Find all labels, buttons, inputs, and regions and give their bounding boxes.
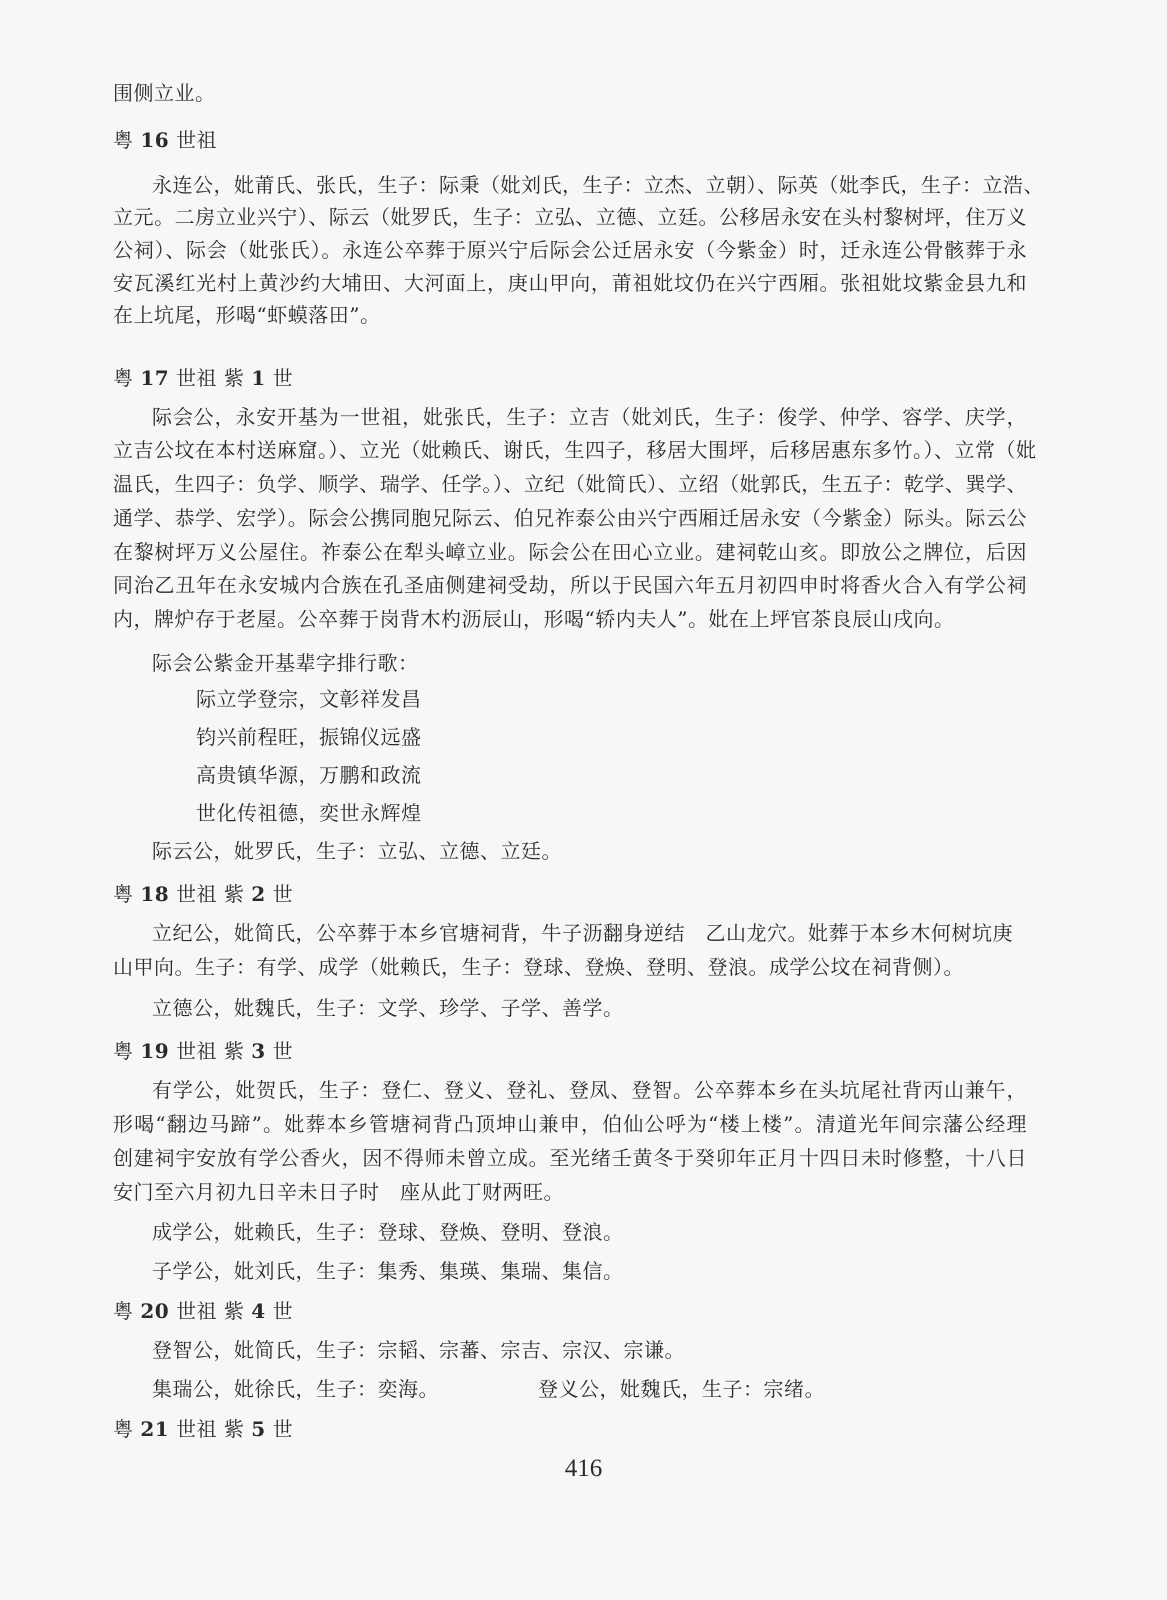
verse-line: 钧兴前程旺，振锦仪远盛: [196, 725, 422, 749]
text-line: 同治乙丑年在永安城内合族在孔圣庙侧建祠受劫，所以于民国六年五月初四申时将香火合入有学公祠: [113, 573, 1027, 597]
text-line: 永连公，妣莆氏、张氏，生子：际秉（妣刘氏，生子：立杰、立朝）、际英（妣李氏，生子：立浩、: [152, 173, 1044, 197]
text-line: 际会公，永安开基为一世祖，妣张氏，生子：立吉（妣刘氏，生子：俊学、仲学、容学、庆学，: [152, 405, 1027, 429]
text-line: 际会公紫金开基辈字排行歌：: [152, 651, 419, 675]
generation-heading: 粤 17 世祖 紫 1 世: [113, 366, 294, 390]
text-line: 通学、恭学、宏学）。际会公携同胞兄际云、伯兄祚泰公由兴宁西厢迁居永安（今紫金）际头。际云公: [113, 506, 1027, 530]
page-number: 416: [564, 1455, 603, 1482]
generation-heading: 粤 18 世祖 紫 2 世: [113, 882, 294, 906]
generation-heading: 粤 19 世祖 紫 3 世: [113, 1039, 294, 1063]
text-line: 创建祠宇安放有学公香火，因不得师未曾立成。至光绪壬黄冬于癸卯年正月十四日未时修整，十八日: [113, 1146, 1027, 1170]
text-line: 有学公，妣贺氏，生子：登仁、登义、登礼、登凤、登智。公卒葬本乡在头坑尾社背丙山兼午，: [152, 1078, 1027, 1102]
text-line: 山甲向。生子：有学、成学（妣赖氏，生子：登球、登焕、登明、登浪。成学公坟在祠背侧）。: [113, 955, 964, 979]
text-line: 成学公，妣赖氏，生子：登球、登焕、登明、登浪。: [152, 1220, 624, 1244]
text-line: 登智公，妣简氏，生子：宗韬、宗蕃、宗吉、宗汉、宗谦。: [152, 1338, 685, 1362]
text-line: 立元。二房立业兴宁）、际云（妣罗氏，生子：立弘、立德、立廷。公移居永安在头村黎树坪，住万义: [113, 205, 1027, 229]
text-line: 子学公，妣刘氏，生子：集秀、集瑛、集瑞、集信。: [152, 1259, 624, 1283]
text-line: 在上坑尾，形喝“虾蟆落田”。: [113, 303, 381, 327]
verse-line: 高贵镇华源，万鹏和政流: [196, 763, 422, 787]
text-line: 登义公，妣魏氏，生子：宗绪。: [538, 1377, 825, 1401]
verse-line: 际立学登宗，文彰祥发昌: [196, 687, 422, 711]
text-line: 围侧立业。: [113, 81, 216, 105]
text-line: 安瓦溪红光村上黄沙约大埔田、大河面上，庚山甲向，莆祖妣坟仍在兴宁西厢。张祖妣坟紫金县九和: [113, 271, 1027, 295]
text-line: 集瑞公，妣徐氏，生子：奕海。: [152, 1377, 439, 1401]
text-line: 立吉公坟在本村送麻窟。）、立光（妣赖氏、谢氏，生四子，移居大围坪，后移居惠东多竹。）、立常（妣: [113, 438, 1037, 462]
generation-heading: 粤 21 世祖 紫 5 世: [113, 1417, 294, 1441]
generation-heading: 粤 20 世祖 紫 4 世: [113, 1299, 294, 1323]
text-line: 立纪公，妣简氏，公卒葬于本乡官塘祠背，牛子沥翻身逆结 乙山龙穴。妣葬于本乡木何树坑庚: [152, 921, 1013, 945]
text-line: 立德公，妣魏氏，生子：文学、珍学、子学、善学。: [152, 996, 624, 1020]
text-line: 公祠）、际会（妣张氏）。永连公卒葬于原兴宁后际会公迁居永安（今紫金）时，迁永连公骨骸葬于永: [113, 238, 1027, 262]
text-line: 温氏，生四子：负学、顺学、瑞学、任学。）、立纪（妣简氏）、立绍（妣郭氏，生五子：乾学、巽学、: [113, 472, 1027, 496]
verse-line: 世化传祖德，奕世永辉煌: [196, 801, 422, 825]
generation-heading: 粤 16 世祖: [113, 128, 218, 152]
text-line: 在黎树坪万义公屋住。祚泰公在犁头嶂立业。际会公在田心立业。建祠乾山亥。即放公之牌位，后因: [113, 540, 1027, 564]
text-line: 安门至六月初九日辛未日子时 座从此丁财两旺。: [113, 1180, 564, 1204]
text-line: 际云公，妣罗氏，生子：立弘、立德、立廷。: [152, 839, 562, 863]
text-line: 形喝“翻边马蹄”。妣葬本乡管塘祠背凸顶坤山兼申，伯仙公呼为“楼上楼”。清道光年间宗藩公经理: [113, 1112, 1027, 1136]
text-line: 内，牌炉存于老屋。公卒葬于岗背木杓沥辰山，形喝“轿内夫人”。妣在上坪官茶良辰山戌向。: [113, 607, 955, 631]
